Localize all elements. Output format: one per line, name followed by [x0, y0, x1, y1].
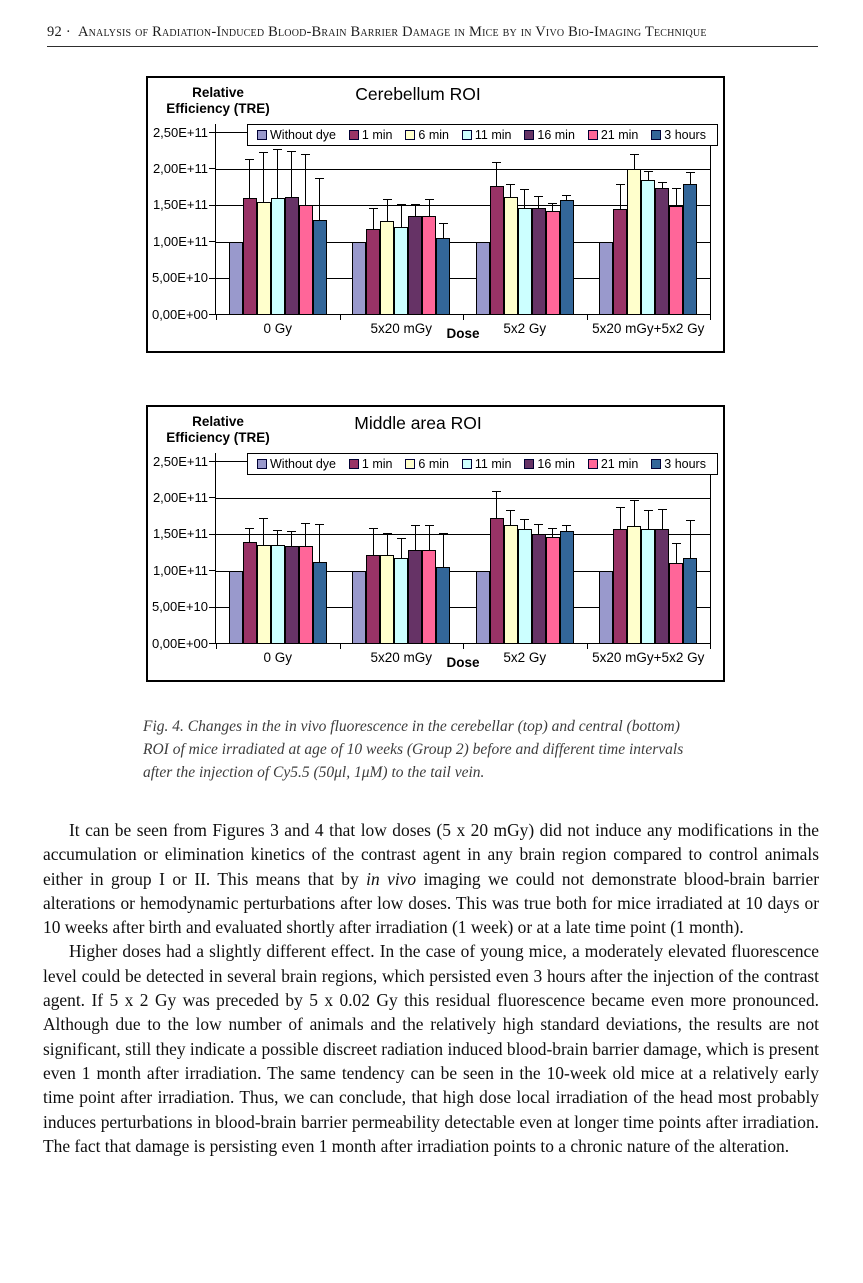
error-bar-cap: [383, 533, 392, 534]
bar: [299, 205, 313, 314]
bar: [299, 546, 313, 643]
bar: [257, 545, 271, 643]
bar: [271, 198, 285, 314]
error-bar-cap: [562, 525, 571, 526]
error-bar-cap: [397, 538, 406, 539]
error-bar-cap: [273, 149, 282, 150]
category-label: 5x20 mGy: [370, 321, 433, 336]
legend-item: [524, 128, 575, 142]
error-bar-cap: [301, 154, 310, 155]
error-bar-cap: [644, 171, 653, 172]
bar: [613, 209, 627, 314]
error-bar-stem: [277, 531, 278, 545]
legend-swatch: [405, 459, 415, 469]
legend-swatch: [405, 130, 415, 140]
error-bar-cap: [383, 199, 392, 200]
legend-label: 16 min: [537, 457, 575, 471]
category-label: 5x20 mGy: [370, 650, 433, 665]
legend-item: [405, 457, 449, 471]
error-bar-stem: [277, 150, 278, 199]
error-bar-stem: [538, 525, 539, 534]
y-tick-label: 5,00E+10: [151, 599, 208, 615]
error-bar-cap: [287, 151, 296, 152]
legend-item: [524, 457, 575, 471]
bar: [229, 571, 243, 643]
error-bar-cap: [658, 182, 667, 183]
error-bar-cap: [411, 525, 420, 526]
error-bar-cap: [287, 531, 296, 532]
legend-swatch: [651, 459, 661, 469]
error-bar-stem: [524, 520, 525, 529]
legend-swatch: [651, 130, 661, 140]
x-axis-tick: [710, 315, 711, 320]
legend-swatch: [588, 130, 598, 140]
gridline: [216, 498, 710, 499]
bar: [380, 555, 394, 643]
error-bar-cap: [548, 203, 557, 204]
legend-item: [651, 457, 706, 471]
y-tick-label: 2,00E+11: [152, 160, 208, 176]
legend-label: 16 min: [537, 128, 575, 142]
error-bar-cap: [534, 524, 543, 525]
error-bar-stem: [676, 544, 677, 564]
legend-label: 11 min: [474, 128, 512, 142]
error-bar-stem: [305, 155, 306, 206]
bar: [532, 534, 546, 643]
bar: [560, 531, 574, 643]
error-bar-cap: [425, 525, 434, 526]
error-bar-stem: [387, 534, 388, 555]
error-bar-stem: [415, 205, 416, 217]
error-bar-stem: [634, 155, 635, 169]
running-title: Analysis of Radiation-Induced Blood-Brain Barrier Damage in Mice by in Vivo Bio-Imaging Technique: [77, 24, 707, 40]
bar: [504, 525, 518, 643]
bar: [380, 221, 394, 314]
y-axis-label: Relative Efficiency (TRE): [166, 85, 270, 116]
legend-item: [462, 128, 512, 142]
error-bar-cap: [548, 528, 557, 529]
bar: [436, 238, 450, 314]
error-bar-cap: [259, 518, 268, 519]
legend-swatch: [257, 130, 267, 140]
bar: [408, 550, 422, 643]
legend-item: [651, 128, 706, 142]
bar: [271, 545, 285, 643]
bar: [352, 242, 366, 314]
x-axis-tick: [463, 644, 464, 649]
bar: [683, 558, 697, 643]
error-bar-stem: [401, 539, 402, 558]
legend-label: Without dye: [270, 128, 337, 142]
error-bar-stem: [566, 196, 567, 200]
paragraph-1-text: It can be seen from Figures 3 and 4 that low doses (5 x 20 mGy) did not induce any modifications in the accumulation or elimination kinetics of the contrast agent in any brain region compared to control animals either in group I or II. This means that by: [43, 820, 819, 889]
legend-item: [588, 128, 639, 142]
bar: [352, 571, 366, 643]
caption-line: after the injection of Cy5.5 (50μl, 1μM) to the tail vein.: [143, 764, 485, 781]
legend-item: [349, 457, 393, 471]
legend-item: [257, 457, 336, 471]
error-bar-stem: [263, 519, 264, 545]
legend-swatch: [257, 459, 267, 469]
bar: [613, 529, 627, 643]
legend-swatch: [524, 459, 534, 469]
x-axis-title: Dose: [446, 326, 480, 341]
category-label: 5x2 Gy: [503, 321, 547, 336]
bar: [422, 216, 436, 314]
error-bar-cap: [520, 189, 529, 190]
bar: [546, 537, 560, 643]
bar: [560, 200, 574, 314]
paragraph-1-italic: in vivo: [366, 868, 417, 889]
y-axis-tick: [209, 497, 215, 498]
bar: [669, 206, 683, 314]
error-bar-cap: [492, 162, 501, 163]
y-tick-label: 1,50E+11: [152, 197, 208, 213]
bar: [599, 571, 613, 643]
error-bar-stem: [373, 529, 374, 555]
caption-line: Fig. 4. Changes in the in vivo fluorescence in the cerebellar (top) and central (bottom): [143, 718, 680, 735]
bar: [229, 242, 243, 314]
error-bar-stem: [249, 160, 250, 198]
error-bar-stem: [291, 532, 292, 546]
error-bar-stem: [648, 172, 649, 180]
bar: [504, 197, 518, 314]
bar: [599, 242, 613, 314]
error-bar-cap: [301, 523, 310, 524]
error-bar-stem: [305, 524, 306, 546]
error-bar-stem: [510, 185, 511, 197]
error-bar-stem: [552, 529, 553, 536]
y-axis-tick: [209, 314, 215, 315]
bar: [436, 567, 450, 643]
bar: [394, 558, 408, 643]
error-bar-stem: [415, 526, 416, 549]
error-bar-cap: [686, 520, 695, 521]
page-header: [47, 24, 818, 47]
bar: [366, 555, 380, 643]
legend-label: 21 min: [600, 457, 639, 471]
caption-line: ROI of mice irradiated at age of 10 weeks (Group 2) before and different time intervals: [143, 741, 684, 758]
y-tick-label: 0,00E+00: [151, 635, 208, 651]
error-bar-cap: [658, 509, 667, 510]
error-bar-cap: [411, 204, 420, 205]
error-bar-stem: [566, 526, 567, 531]
error-bar-cap: [273, 530, 282, 531]
legend-swatch: [524, 130, 534, 140]
legend-label: 6 min: [418, 128, 449, 142]
bar: [655, 529, 669, 643]
y-axis-tick: [209, 570, 215, 571]
bar: [627, 526, 641, 643]
y-tick-label: 1,00E+11: [152, 233, 208, 249]
error-bar-cap: [315, 178, 324, 179]
x-axis-tick: [463, 315, 464, 320]
y-axis-label: Relative Efficiency (TRE): [166, 414, 270, 445]
error-bar-stem: [662, 183, 663, 188]
error-bar-cap: [506, 184, 515, 185]
error-bar-stem: [249, 529, 250, 542]
body-text: [43, 818, 819, 1158]
chart-legend: [247, 453, 718, 475]
bar: [476, 242, 490, 314]
legend-label: 3 hours: [664, 128, 706, 142]
paragraph-1: [43, 818, 819, 939]
error-bar-cap: [506, 510, 515, 511]
plot-area: [215, 132, 711, 315]
figure-caption: [143, 715, 743, 784]
error-bar-cap: [534, 196, 543, 197]
bar: [627, 169, 641, 314]
legend-label: 1 min: [361, 128, 393, 142]
y-axis-tick: [209, 168, 215, 169]
bar: [546, 211, 560, 314]
bar: [243, 542, 257, 643]
bar: [408, 216, 422, 314]
legend-label: 21 min: [600, 128, 639, 142]
y-tick-label: 1,00E+11: [152, 562, 208, 578]
error-bar-cap: [630, 500, 639, 501]
bar: [285, 197, 299, 314]
x-axis-tick: [587, 644, 588, 649]
error-bar-cap: [315, 524, 324, 525]
y-axis-tick: [209, 205, 215, 206]
error-bar-stem: [634, 501, 635, 526]
legend-item: [349, 128, 393, 142]
x-axis-tick: [710, 644, 711, 649]
error-bar-stem: [373, 209, 374, 229]
paragraph-2: Higher doses had a slightly different effect. In the case of young mice, a moderately elevated fluorescence level could be detected in several brain regions, which persisted even 3 hours after the injection of the contrast agent. If 5 x 2 Gy was preceded by 5 x 0.02 Gy this residual fluorescence became even more pronounced. Although due to the low number of animals and the relatively high standard deviations, the results are not significant, still they indicate a possible discreet radiation induced blood-brain barrier damage, which is present even 1 month after irradiation. The same tendency can be seen in the 10-week old mice at a relatively early time point after irradiation. Thus, we can conclude, that high dose local irradiation of the head most probably induces perturbations in blood-brain barrier permeability detectable even at longer time points after irradiation. The fact that damage is persisting even 1 month after irradiation points to a chronic nature of the alteration.: [43, 941, 819, 1156]
error-bar-cap: [245, 159, 254, 160]
y-tick-label: 2,50E+11: [152, 124, 208, 140]
bar: [669, 563, 683, 643]
legend-item: [462, 457, 512, 471]
error-bar-cap: [644, 510, 653, 511]
bar: [490, 186, 504, 314]
x-axis-tick: [216, 315, 217, 320]
x-axis-tick: [216, 644, 217, 649]
y-tick-label: 1,50E+11: [152, 526, 208, 542]
legend-label: 6 min: [418, 457, 449, 471]
error-bar-cap: [686, 172, 695, 173]
x-axis-tick: [587, 315, 588, 320]
legend-item: [257, 128, 336, 142]
y-axis-stub: [215, 453, 216, 462]
legend-label: 1 min: [361, 457, 393, 471]
legend-item: [405, 128, 449, 142]
chart-cerebellum-roi: [146, 76, 725, 353]
error-bar-cap: [616, 184, 625, 185]
error-bar-stem: [429, 526, 430, 549]
error-bar-stem: [690, 173, 691, 185]
bar: [285, 546, 299, 643]
x-axis-tick: [340, 315, 341, 320]
bar: [641, 529, 655, 643]
error-bar-cap: [425, 199, 434, 200]
error-bar-stem: [319, 179, 320, 220]
legend-label: 3 hours: [664, 457, 706, 471]
category-label: 5x2 Gy: [503, 650, 547, 665]
category-label: 5x20 mGy+5x2 Gy: [592, 650, 705, 665]
bar: [257, 202, 271, 314]
error-bar-stem: [401, 205, 402, 227]
error-bar-stem: [648, 511, 649, 528]
error-bar-stem: [291, 152, 292, 197]
y-tick-label: 2,50E+11: [152, 453, 208, 469]
bar: [476, 571, 490, 643]
error-bar-cap: [672, 188, 681, 189]
error-bar-stem: [443, 534, 444, 567]
page-number: 92: [47, 24, 62, 40]
error-bar-cap: [245, 528, 254, 529]
error-bar-cap: [369, 528, 378, 529]
header-separator: ·: [65, 24, 71, 40]
error-bar-stem: [263, 153, 264, 202]
y-tick-label: 2,00E+11: [152, 489, 208, 505]
bar: [243, 198, 257, 314]
y-tick-label: 5,00E+10: [151, 270, 208, 286]
bar: [641, 180, 655, 314]
error-bar-stem: [387, 200, 388, 221]
legend-swatch: [588, 459, 598, 469]
error-bar-stem: [319, 525, 320, 562]
legend-label: 11 min: [474, 457, 512, 471]
error-bar-stem: [524, 190, 525, 208]
error-bar-cap: [562, 195, 571, 196]
category-label: 5x20 mGy+5x2 Gy: [592, 321, 705, 336]
category-label: 0 Gy: [263, 650, 292, 665]
error-bar-stem: [496, 163, 497, 186]
error-bar-stem: [538, 197, 539, 209]
legend-swatch: [349, 459, 359, 469]
error-bar-cap: [439, 223, 448, 224]
chart-middle-area-roi: [146, 405, 725, 682]
plot-area: [215, 461, 711, 644]
y-axis-tick: [209, 278, 215, 279]
bar: [313, 220, 327, 314]
error-bar-stem: [690, 521, 691, 558]
bar: [683, 184, 697, 314]
error-bar-cap: [672, 543, 681, 544]
error-bar-stem: [510, 511, 511, 525]
x-axis-tick: [340, 644, 341, 649]
error-bar-cap: [520, 519, 529, 520]
category-label: 0 Gy: [263, 321, 292, 336]
error-bar-stem: [496, 492, 497, 518]
legend-swatch: [462, 459, 472, 469]
bar: [518, 529, 532, 643]
paragraph-1-text: imaging we could not demonstrate blood-brain barrier alterations or hemodynamic perturbations after low doses. This was true both for mice irradiated at 10 days or 10 weeks after birth and evaluated shortly after irradiation (1 week) or at a late time point (1 month).: [43, 868, 819, 938]
bar: [366, 229, 380, 314]
x-axis-title: Dose: [446, 655, 480, 670]
error-bar-stem: [676, 189, 677, 206]
error-bar-cap: [397, 204, 406, 205]
error-bar-cap: [630, 154, 639, 155]
error-bar-stem: [552, 204, 553, 211]
y-axis-tick: [209, 241, 215, 242]
y-axis-tick: [209, 643, 215, 644]
error-bar-cap: [492, 491, 501, 492]
bar: [518, 208, 532, 314]
legend-item: [588, 457, 639, 471]
y-axis-stub: [215, 124, 216, 133]
bar: [313, 562, 327, 643]
error-bar-stem: [662, 510, 663, 529]
legend-swatch: [349, 130, 359, 140]
legend-label: Without dye: [270, 457, 337, 471]
bar: [394, 227, 408, 314]
error-bar-stem: [429, 200, 430, 217]
error-bar-stem: [443, 224, 444, 238]
error-bar-cap: [439, 533, 448, 534]
error-bar-cap: [616, 507, 625, 508]
bar: [490, 518, 504, 643]
y-axis-tick: [209, 534, 215, 535]
y-axis-tick: [209, 607, 215, 608]
error-bar-stem: [620, 508, 621, 529]
chart-title: Cerebellum ROI: [355, 84, 481, 104]
y-tick-label: 0,00E+00: [151, 306, 208, 322]
error-bar-stem: [620, 185, 621, 209]
bar: [532, 208, 546, 314]
legend-swatch: [462, 130, 472, 140]
bar: [422, 550, 436, 643]
error-bar-cap: [369, 208, 378, 209]
error-bar-cap: [259, 152, 268, 153]
chart-legend: [247, 124, 718, 146]
bar: [655, 188, 669, 314]
chart-title: Middle area ROI: [354, 413, 482, 433]
